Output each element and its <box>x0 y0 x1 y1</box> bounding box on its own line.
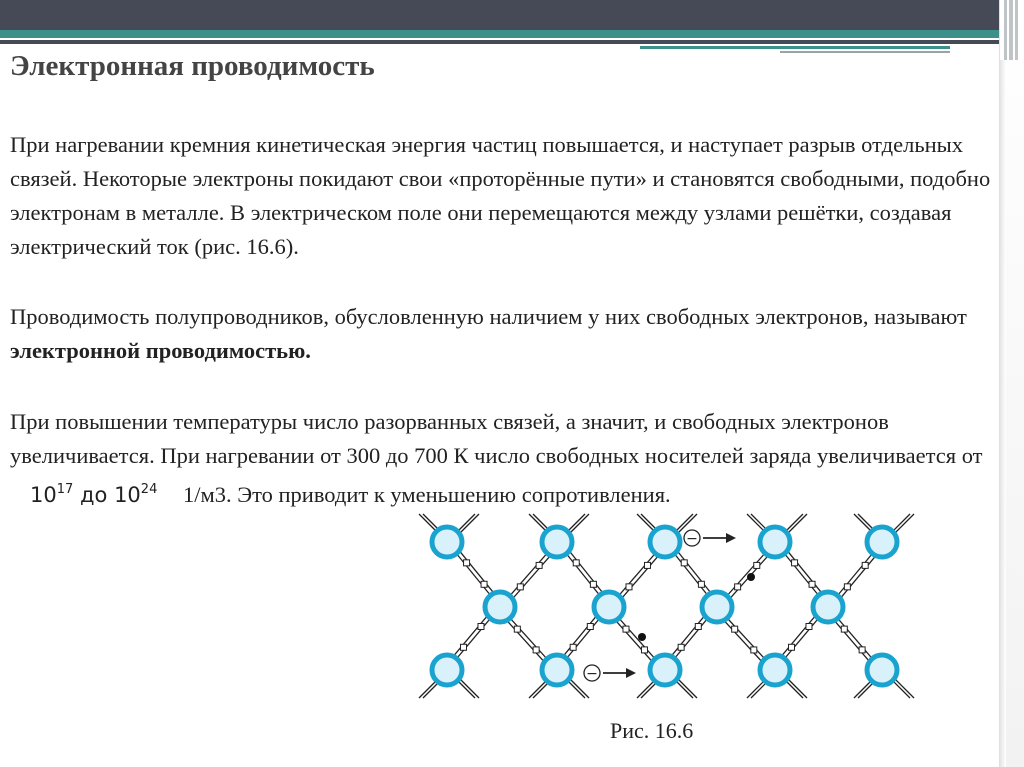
broken-bond-dot <box>747 573 755 581</box>
lattice-atom <box>760 655 790 685</box>
bond-electron-square <box>478 624 484 630</box>
top-accent-line <box>640 46 950 49</box>
lattice-atom <box>867 527 897 557</box>
electron-minus-sign: − <box>586 666 598 682</box>
lattice-atom <box>542 527 572 557</box>
bond-electron-square <box>862 562 868 568</box>
lattice-atom <box>432 527 462 557</box>
lattice-atom <box>485 592 515 622</box>
lattice-atom <box>867 655 897 685</box>
lattice-nodes <box>432 527 897 685</box>
bond-electron-square <box>590 581 596 587</box>
bond-electron-square <box>641 647 647 653</box>
bond-electron-square <box>517 584 523 590</box>
top-divider-line <box>0 40 1000 44</box>
bond-electron-square <box>735 584 741 590</box>
electron-arrowhead <box>626 668 636 678</box>
lattice-atom <box>432 655 462 685</box>
bond-electron-square <box>698 581 704 587</box>
bond-electron-square <box>623 626 629 632</box>
bond-electron-square <box>841 626 847 632</box>
term-electronic-conductivity: электронной проводимостью. <box>10 338 311 363</box>
bond-electron-square <box>460 644 466 650</box>
bond-electron-square <box>792 560 798 566</box>
carrier-range-formula: $10^{17}$ до $10^{24}$ <box>30 482 158 507</box>
electron-arrowhead <box>726 533 736 543</box>
bond-electron-square <box>732 626 738 632</box>
lattice-atom <box>650 655 680 685</box>
bond-electron-square <box>573 560 579 566</box>
bond-electron-square <box>695 624 701 630</box>
bond-electron-square <box>570 644 576 650</box>
broken-bond-dot <box>638 633 646 641</box>
bond-electron-square <box>788 644 794 650</box>
lattice-atom <box>650 527 680 557</box>
page-title: Электронная проводимость <box>10 50 375 82</box>
top-accent-stripe <box>0 30 1000 38</box>
bond-electron-square <box>859 647 865 653</box>
bond-electron-square <box>626 584 632 590</box>
lattice-atom <box>760 527 790 557</box>
top-bar <box>0 0 1024 30</box>
bond-electron-square <box>514 626 520 632</box>
bond-electron-square <box>678 644 684 650</box>
paragraph-2-text: Проводимость полупроводников, обусловленную наличием у них свободных электронов, называют <box>10 304 967 329</box>
bond-electron-square <box>464 560 470 566</box>
electron-minus-sign: − <box>686 531 698 547</box>
lattice-atom <box>813 592 843 622</box>
bond-electron-square <box>536 562 542 568</box>
right-stripes <box>1004 0 1018 60</box>
slide-shadow <box>1000 60 1006 767</box>
bond-electron-square <box>844 584 850 590</box>
bond-electron-square <box>751 647 757 653</box>
figure-caption: Рис. 16.6 <box>610 718 694 743</box>
bond-electron-square <box>644 562 650 568</box>
paragraph-1: При нагревании кремния кинетическая энергия частиц повышается, и наступает разрыв отдельных связей. Некоторые электроны покидают свои «проторённые пути» и становятся свободными, подобно электронам в металле. В электрическом поле они перемещаются между узлами решётки, создавая электрический ток (рис. 16.6). <box>10 132 991 259</box>
bond-electron-square <box>481 581 487 587</box>
bond-electron-square <box>533 647 539 653</box>
paragraph-3 <box>10 405 1000 512</box>
paragraph-3-text-end: 1/м3. Это приводит к уменьшению сопротивления. <box>177 482 671 507</box>
paragraph-3-text: При повышении температуры число разорванных связей, а значит, и свободных электронов увеличивается. При нагревании от 300 до 700 К число свободных носителей заряда увеличивается от <box>10 409 983 468</box>
bond-electron-square <box>681 560 687 566</box>
lattice-atom <box>594 592 624 622</box>
bond-electron-square <box>806 624 812 630</box>
bond-electron-square <box>809 581 815 587</box>
crystal-lattice-diagram <box>415 510 925 715</box>
bond-electron-square <box>587 624 593 630</box>
lattice-atom <box>702 592 732 622</box>
top-thin-line <box>780 51 950 53</box>
bond-electron-square <box>754 562 760 568</box>
lattice-atom <box>542 655 572 685</box>
paragraph-2 <box>10 300 1000 368</box>
